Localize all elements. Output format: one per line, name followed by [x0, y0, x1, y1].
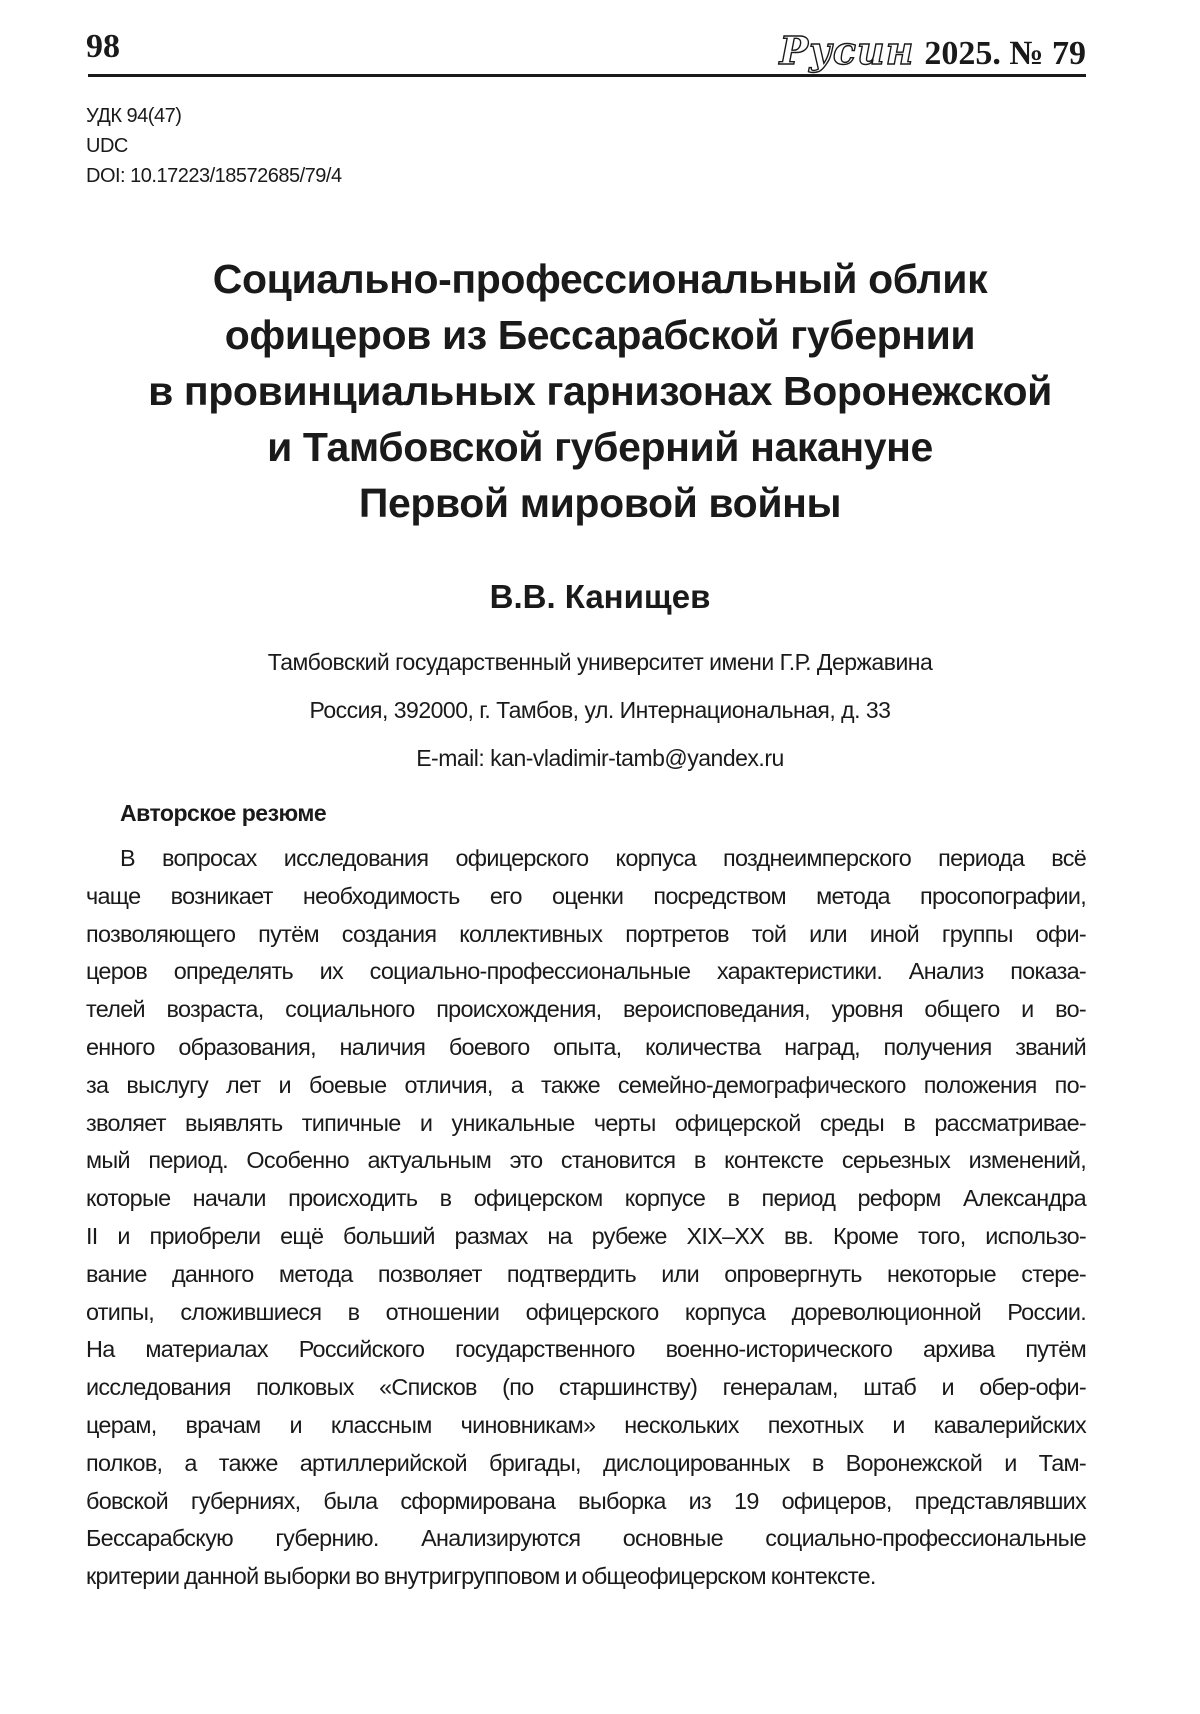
udk-code: УДК 94(47)	[86, 105, 182, 127]
abstract-line: церам, врачам и классным чиновникам» нескольких пехотных и кавалерийских	[86, 1411, 1086, 1438]
abstract-line: полков, а также артиллерийской бригады, дислоцированных в Воронежской и Там-	[86, 1449, 1086, 1476]
article-identifiers	[86, 101, 342, 191]
abstract-heading: Авторское резюме	[120, 800, 327, 826]
abstract-line: чаще возникает необходимость его оценки посредством метода просопографии,	[86, 882, 1086, 909]
abstract-line: вание данного метода позволяет подтвердить или опровергнуть некоторые стере-	[86, 1260, 1086, 1287]
abstract-line: бовской губерниях, была сформирована выборка из 19 офицеров, представлявших	[86, 1487, 1086, 1514]
page-number: 98	[86, 28, 120, 65]
abstract-line: енного образования, наличия боевого опыта, количества наград, получения званий	[86, 1033, 1086, 1060]
issue-number: 2025. № 79	[924, 35, 1086, 72]
abstract-line: церов определять их социально-профессиональные характеристики. Анализ показа-	[86, 958, 1086, 985]
affiliation: Тамбовский государственный университет имени Г.Р. Державина	[267, 649, 933, 675]
author-name: В.В. Канищев	[489, 578, 711, 615]
address: Россия, 392000, г. Тамбов, ул. Интернациональная, д. 33	[309, 697, 891, 723]
abstract-line: В вопросах исследования офицерского корпуса позднеимперского периода всё	[120, 845, 1086, 871]
author-affiliation-block	[0, 638, 1200, 782]
journal-issue	[780, 28, 1086, 73]
udc-code: UDC	[86, 135, 128, 157]
abstract-line: зволяет выявлять типичные и уникальные черты офицерской среды в рассматривае-	[86, 1109, 1086, 1136]
article-title	[60, 251, 1140, 531]
doi: DOI: 10.17223/18572685/79/4	[86, 165, 342, 187]
abstract-line: отипы, сложившиеся в отношении офицерского корпуса дореволюционной России.	[86, 1298, 1086, 1325]
abstract-line: которые начали происходить в офицерском корпусе в период реформ Александра	[86, 1185, 1086, 1212]
abstract-line: На материалах Российского государственного военно-исторического архива путём	[86, 1336, 1086, 1363]
title-line: и Тамбовской губерний накануне	[267, 424, 933, 470]
abstract-text	[86, 840, 1086, 1596]
title-line: офицеров из Бессарабской губернии	[224, 312, 976, 358]
title-line: в провинциальных гарнизонах Воронежской	[148, 368, 1052, 414]
abstract-line: критерии данной выборки во внутригрупповом и общеофицерском контексте.	[86, 1563, 876, 1590]
abstract-line: исследования полковых «Списков (по старшинству) генералам, штаб и обер-офи-	[86, 1374, 1086, 1401]
abstract-line: за выслугу лет и боевые отличия, а также семейно-демографического положения по-	[86, 1071, 1086, 1098]
abstract-line: Бессарабскую губернию. Анализируются основные социально-профессиональные	[86, 1525, 1086, 1552]
header-rule	[88, 74, 1086, 77]
abstract-line: II и приобрели ещё больший размах на рубеже XIX–XX вв. Кроме того, использо-	[86, 1222, 1086, 1249]
title-line: Социально-профессиональный облик	[212, 256, 988, 302]
abstract-line: мый период. Особенно актуальным это становится в контексте серьезных изменений,	[86, 1147, 1086, 1174]
title-line: Первой мировой войны	[358, 480, 842, 526]
abstract-line: позволяющего путём создания коллективных портретов той или иной группы офи-	[86, 920, 1086, 947]
journal-logo: Русин	[779, 28, 915, 73]
email: E-mail: kan-vladimir-tamb@yandex.ru	[416, 745, 784, 771]
abstract-line: телей возраста, социального происхождения, вероисповедания, уровня общего и во-	[86, 996, 1086, 1023]
